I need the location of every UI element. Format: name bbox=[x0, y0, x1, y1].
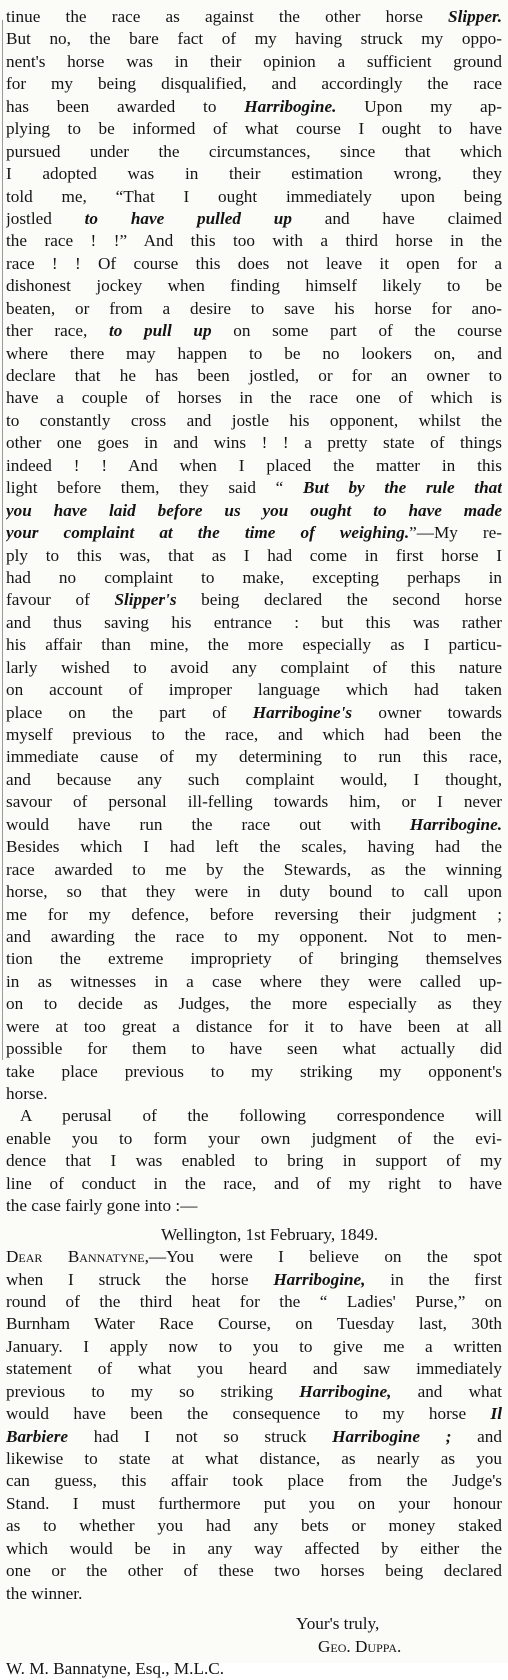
text-line: likewise to state at what distance, as nearly as you bbox=[6, 1449, 502, 1468]
text-line: which would be in any way affected by either the bbox=[6, 1538, 502, 1558]
text-line: on account of improper language which had taken bbox=[6, 680, 502, 700]
text-line: enable you to form your own judgment of the evi- bbox=[6, 1128, 502, 1148]
text-line: and because any such complaint would, I thought, bbox=[6, 769, 502, 789]
text-line: January. I apply now to you to give me a written bbox=[6, 1336, 502, 1356]
text-line: tion the extreme impropriety of bringing themselves bbox=[6, 949, 502, 969]
text-line: and awarding the race to my opponent. Not to men- bbox=[6, 926, 502, 946]
italic-emphasis: Il bbox=[490, 1404, 502, 1424]
italic-emphasis: But by the rule that bbox=[302, 478, 502, 498]
text-line: and thus saving his entrance : but this was rather bbox=[6, 612, 502, 632]
text-line: race ! ! Of course this does not leave it open for a bbox=[6, 253, 502, 273]
text-line: the case fairly gone into :— bbox=[6, 1196, 198, 1216]
italic-emphasis: Harribogine. bbox=[244, 96, 337, 116]
paragraph-complaint bbox=[6, 6, 502, 1105]
letter-body bbox=[6, 1269, 502, 1606]
italic-emphasis: Harribogine, bbox=[299, 1381, 392, 1401]
text-line: Stand. I must furthermore put you on your honour bbox=[6, 1493, 502, 1513]
italic-emphasis: to pull up bbox=[108, 321, 212, 341]
text-line: myself previous to the race, and which had been the bbox=[6, 725, 502, 744]
text-line: were at too great a distance for it to have been at all bbox=[6, 1016, 502, 1036]
text-line: nent's horse was in their opinion a sufficient ground bbox=[6, 51, 502, 71]
text-line: as to whether you had any bets or money staked bbox=[6, 1516, 502, 1536]
text-line: dishonest jockey when finding himself likely to be bbox=[6, 276, 502, 296]
text-line: Besides which I had left the scales, having had the bbox=[6, 837, 502, 857]
text-line: to constantly cross and jostle his opponent, whilst the bbox=[6, 410, 502, 430]
text-line: ply to this was, that as I had come in first horse I bbox=[6, 545, 502, 565]
text-line: for my being disqualified, and accordingly the race bbox=[6, 74, 502, 94]
text-line: Burnham Water Race Course, on Tuesday last, 30th bbox=[6, 1314, 502, 1334]
text-line: dence that I was enabled to bring in support of my bbox=[6, 1151, 502, 1171]
italic-emphasis: Harribogine. bbox=[409, 814, 502, 834]
text-line: the race ! !” And this too with a third horse in the bbox=[6, 231, 502, 251]
text-line: have a couple of horses in the race one of which is bbox=[6, 388, 502, 408]
text-line: I adopted was in their estimation wrong, they bbox=[6, 164, 502, 184]
text-line: A perusal of the following correspondence will bbox=[20, 1106, 502, 1126]
letter-first-line bbox=[6, 1246, 502, 1268]
italic-emphasis: to have pulled up bbox=[84, 208, 292, 228]
text-line: his affair than mine, the more especially as I particu- bbox=[6, 635, 502, 655]
text-line: beaten, or from a desire to save his horse for ano- bbox=[6, 298, 502, 318]
italic-emphasis: Slipper. bbox=[448, 7, 502, 26]
text-line: But no, the bare fact of my having struck my oppo- bbox=[6, 29, 502, 49]
text-line: place on the part of Harribogine's owner towards bbox=[6, 702, 502, 722]
text-line: light before them, they said “ But by the rule that bbox=[6, 478, 502, 498]
text-line: told me, “That I ought immediately upon being bbox=[6, 186, 502, 206]
text-line: possible for them to have seen what actually did bbox=[6, 1039, 502, 1059]
italic-emphasis: Harribogine, bbox=[273, 1269, 366, 1289]
text-line: previous to my so striking Harribogine, and what bbox=[6, 1381, 502, 1401]
text-line: when I struck the horse Harribogine, in the first bbox=[6, 1269, 502, 1289]
column-rule bbox=[2, 20, 3, 1060]
text-line: your complaint at the time of weighing.”—My re- bbox=[6, 523, 502, 543]
text-line: declare that he has been jostled, or for an owner to bbox=[6, 366, 502, 385]
text-line: tinue the race as against the other horse Slipper. bbox=[6, 7, 502, 26]
text-line: the winner. bbox=[6, 1583, 83, 1603]
text-line: race awarded to me by the Stewards, as the winning bbox=[6, 859, 502, 879]
letter bbox=[6, 1224, 502, 1680]
text-line: jostled to have pulled up and have claimed bbox=[6, 208, 502, 228]
text-line: would have run the race out with Harribogine. bbox=[6, 814, 502, 834]
italic-emphasis: Barbiere bbox=[6, 1426, 69, 1446]
italic-emphasis: your complaint at the time of weighing. bbox=[6, 523, 410, 543]
text-line: take place previous to my striking my opponent's bbox=[6, 1061, 502, 1081]
text-line bbox=[6, 500, 502, 522]
text-line: pursued under the circumstances, since that which bbox=[6, 141, 502, 161]
text-line: statement of what you heard and saw immediately bbox=[6, 1359, 502, 1379]
text-line: favour of Slipper's being declared the second horse bbox=[6, 590, 502, 610]
text-line: one or the other of these two horses being declared bbox=[6, 1561, 502, 1581]
text-line: plying to be informed of what course I ought to have bbox=[6, 119, 502, 139]
text-line: Barbiere had I not so struck Harribogine ; and bbox=[6, 1426, 502, 1446]
text-line: on to decide as Judges, the more especially as they bbox=[6, 994, 502, 1014]
article-column bbox=[6, 6, 502, 1680]
text-line: other one goes in and wins ! ! a pretty state of things bbox=[6, 433, 502, 453]
letter-closing: Your's truly, bbox=[296, 1614, 380, 1634]
italic-emphasis: Harribogine ; bbox=[332, 1426, 452, 1446]
text-line: where there may happen to be no lookers on, and bbox=[6, 343, 502, 363]
text-line: horse, so that they were in duty bound to call upon bbox=[6, 882, 502, 902]
text-line: immediate cause of my determining to run this race, bbox=[6, 747, 502, 767]
italic-emphasis: Slipper's bbox=[114, 590, 177, 610]
text-line: savour of personal ill-felling towards him, or I never bbox=[6, 792, 502, 812]
italic-emphasis: Harribogine's bbox=[252, 702, 353, 722]
text-line: horse. bbox=[6, 1084, 48, 1103]
text-line: had no complaint to make, excepting perhaps in bbox=[6, 567, 502, 587]
text-line: me for my defence, before reversing their judgment ; bbox=[6, 904, 502, 924]
text-line: ther race, to pull up on some part of the course bbox=[6, 321, 502, 341]
letter-dateline: Wellington, 1st February, 1849. bbox=[161, 1224, 379, 1244]
letter-first-line-text: —You were I believe on the spot bbox=[148, 1247, 502, 1267]
text-line: can guess, this affair took place from the Judge's bbox=[6, 1471, 502, 1491]
letter-addressee: W. M. Bannatyne, Esq., M.L.C. bbox=[6, 1658, 225, 1678]
text-line: indeed ! ! And when I placed the matter in this bbox=[6, 455, 502, 475]
letter-signature: Geo. Duppa. bbox=[318, 1636, 402, 1656]
text-line: would have been the consequence to my horse Il bbox=[6, 1404, 502, 1424]
paragraph-correspondence-intro bbox=[6, 1105, 502, 1217]
text-line: in as witnesses in a case where they were called up- bbox=[6, 971, 502, 991]
letter-salutation: Dear Bannatyne, bbox=[6, 1247, 149, 1267]
text-line: line of conduct in the race, and of my right to have bbox=[6, 1173, 502, 1193]
italic-emphasis: you have laid before us you ought to have made bbox=[6, 500, 502, 520]
text-line: has been awarded to Harribogine. Upon my ap- bbox=[6, 96, 502, 116]
text-line: larly wished to avoid any complaint of this nature bbox=[6, 657, 502, 677]
text-line: round of the third heat for the “ Ladies' Purse,” on bbox=[6, 1291, 502, 1311]
